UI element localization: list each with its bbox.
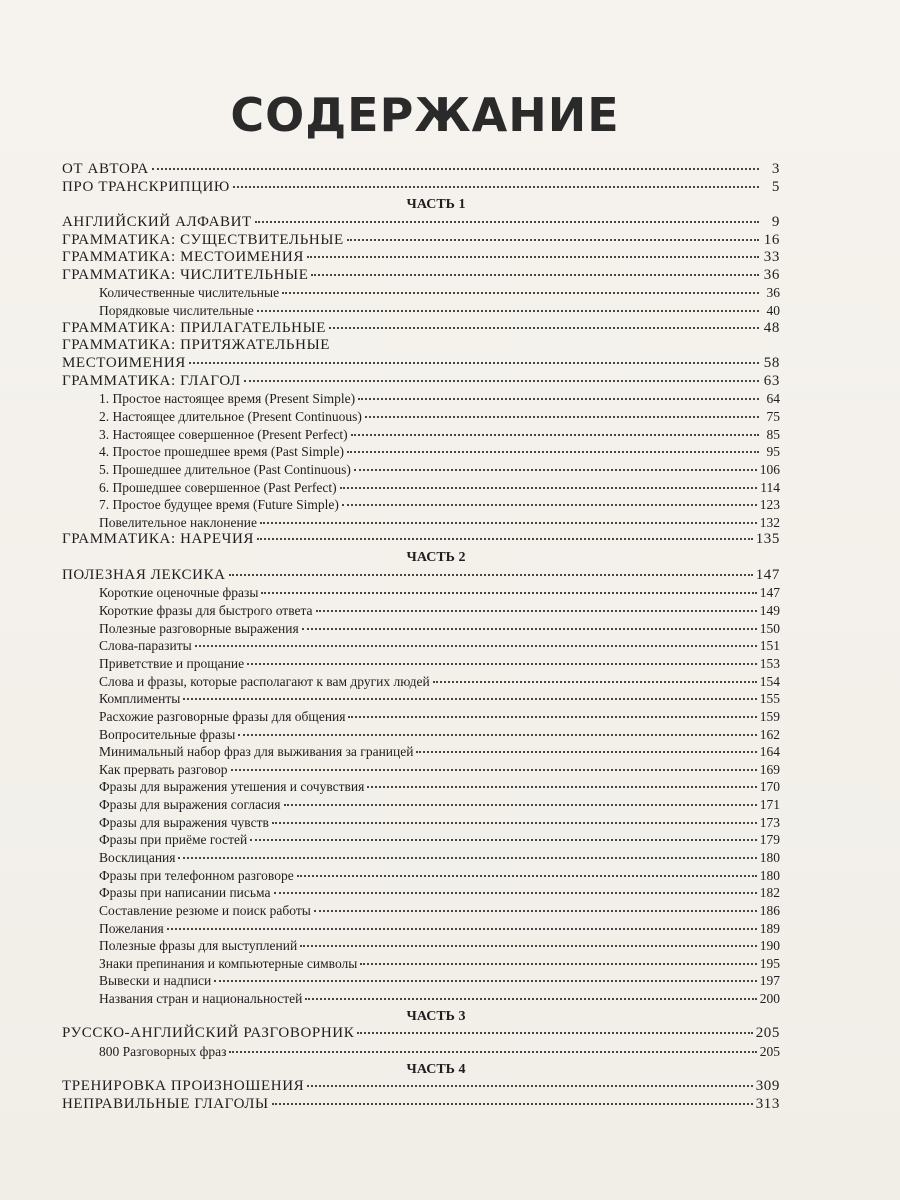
toc-subentry[interactable]: [62, 461, 780, 479]
dot-leader: [229, 571, 753, 576]
toc-subentry[interactable]: [62, 867, 780, 885]
toc-entry-line: [62, 337, 780, 355]
dot-leader: [307, 1082, 752, 1087]
toc-entry-title: Короткие фразы для быстрого ответа: [99, 603, 313, 619]
toc-subentry[interactable]: [62, 972, 780, 990]
toc-entry-title: ПОЛЕЗНАЯ ЛЕКСИКА: [62, 566, 226, 583]
toc-entry-title: Слова и фразы, которые располагают к вам других людей: [99, 673, 430, 689]
toc-entry-title: ГРАММАТИКА: СУЩЕСТВИТЕЛЬНЫЕ: [62, 231, 344, 248]
toc-subentry[interactable]: [62, 655, 780, 673]
toc-entry[interactable]: [62, 355, 780, 373]
dot-leader: [297, 872, 757, 877]
toc-subentry[interactable]: [62, 690, 780, 708]
toc-subentry[interactable]: [62, 920, 780, 938]
toc-subentry[interactable]: [62, 514, 780, 532]
toc-entry[interactable]: [62, 232, 780, 250]
dot-leader: [260, 519, 757, 524]
toc-subentry[interactable]: [62, 990, 780, 1008]
table-of-contents: [62, 161, 780, 1114]
toc-entry-title: Фразы при телефонном разговоре: [99, 867, 294, 883]
dot-leader: [433, 678, 757, 683]
toc-page-number: 135: [755, 531, 780, 548]
toc-entry-title: Вопросительные фразы: [99, 726, 236, 742]
toc-page-number: 155: [759, 691, 780, 707]
dot-leader: [307, 253, 759, 258]
toc-page-number: 189: [759, 920, 780, 936]
dot-leader: [274, 889, 757, 894]
dot-leader: [255, 218, 759, 223]
toc-subentry[interactable]: [62, 743, 780, 761]
toc-entry[interactable]: [62, 567, 780, 585]
toc-subentry[interactable]: [62, 937, 780, 955]
toc-entry-title: Пожелания: [99, 920, 164, 936]
dot-leader: [183, 695, 756, 700]
toc-entry[interactable]: [62, 214, 780, 232]
dot-leader: [351, 431, 759, 436]
toc-page-number: 190: [759, 938, 780, 954]
toc-subentry[interactable]: [62, 637, 780, 655]
toc-entry[interactable]: [62, 1078, 780, 1096]
toc-entry-title: Короткие оценочные фразы: [99, 585, 259, 601]
dot-leader: [261, 589, 756, 594]
part-heading-label: ЧАСТЬ 4: [406, 1061, 466, 1077]
toc-page-number: 63: [763, 372, 780, 389]
toc-page-number: 200: [759, 991, 780, 1007]
toc-entry-title: Полезные фразы для выступлений: [99, 938, 298, 954]
toc-entry-title: РУССКО-АНГЛИЙСКИЙ РАЗГОВОРНИК: [62, 1025, 355, 1042]
toc-entry-title: 3. Настоящее совершенное (Present Perfect): [99, 426, 348, 442]
toc-subentry[interactable]: [62, 708, 780, 726]
dot-leader: [247, 660, 757, 665]
dot-leader: [300, 942, 757, 947]
dot-leader: [284, 801, 757, 806]
dot-leader: [302, 625, 757, 630]
toc-page-number: 159: [759, 708, 780, 724]
dot-leader: [238, 731, 756, 736]
toc-page-number: 40: [766, 303, 780, 319]
page-title: СОДЕРЖАНИЕ: [230, 88, 620, 142]
toc-entry-title: Комплименты: [99, 691, 181, 707]
toc-entry[interactable]: [62, 320, 780, 338]
dot-leader: [329, 324, 759, 329]
dot-leader: [189, 359, 759, 364]
toc-page-number: 153: [759, 655, 780, 671]
toc-subentry[interactable]: [62, 831, 780, 849]
part-heading: [62, 196, 780, 214]
toc-page-number: 95: [766, 444, 780, 460]
toc-entry-title: ОТ АВТОРА: [62, 161, 149, 177]
toc-subentry[interactable]: [62, 284, 780, 302]
toc-subentry[interactable]: [62, 814, 780, 832]
toc-entry-title: Вывески и надписи: [99, 973, 212, 989]
toc-entry-title: Слова-паразиты: [99, 638, 192, 654]
toc-entry-title: 6. Прошедшее совершенное (Past Perfect): [99, 479, 337, 495]
dot-leader: [347, 448, 759, 453]
part-heading: [62, 1008, 780, 1026]
dot-leader: [314, 907, 757, 912]
toc-entry-title: Фразы для выражения согласия: [99, 797, 281, 813]
toc-page-number: 33: [763, 249, 780, 266]
toc-entry-title: ГРАММАТИКА: ПРИТЯЖАТЕЛЬНЫЕ: [62, 337, 331, 354]
dot-leader: [272, 1100, 753, 1105]
toc-entry[interactable]: [62, 1025, 780, 1043]
dot-leader: [244, 377, 759, 382]
toc-page-number: 36: [766, 285, 780, 301]
toc-entry-title: 1. Простое настоящее время (Present Simple): [99, 391, 356, 407]
toc-subentry[interactable]: [62, 584, 780, 602]
dot-leader: [257, 535, 753, 540]
toc-entry-title: 5. Прошедшее длительное (Past Continuous): [99, 461, 351, 477]
toc-page-number: 182: [759, 885, 780, 901]
toc-entry[interactable]: [62, 161, 780, 179]
part-heading: [62, 549, 780, 567]
toc-entry-title: Расхожие разговорные фразы для общения: [99, 708, 346, 724]
toc-entry-title: 4. Простое прошедшее время (Past Simple): [99, 444, 345, 460]
dot-leader: [214, 977, 757, 982]
toc-entry-title: Повелительное наклонение: [99, 514, 257, 530]
dot-leader: [231, 766, 757, 771]
toc-subentry[interactable]: [62, 1043, 780, 1061]
dot-leader: [229, 1048, 756, 1053]
toc-entry-title: ГРАММАТИКА: ГЛАГОЛ: [62, 372, 241, 389]
toc-entry-title: Знаки препинания и компьютерные символы: [99, 955, 358, 971]
toc-entry[interactable]: [62, 249, 780, 267]
toc-subentry[interactable]: [62, 955, 780, 973]
toc-entry-title: АНГЛИЙСКИЙ АЛФАВИТ: [62, 213, 252, 230]
toc-entry-title: Количественные числительные: [99, 285, 280, 301]
toc-page-number: 151: [759, 638, 780, 654]
dot-leader: [358, 395, 759, 400]
toc-entry-title: ГРАММАТИКА: ЧИСЛИТЕЛЬНЫЕ: [62, 266, 309, 283]
toc-page-number: 106: [759, 461, 780, 477]
toc-subentry[interactable]: [62, 426, 780, 444]
toc-subentry[interactable]: [62, 778, 780, 796]
toc-subentry[interactable]: [62, 602, 780, 620]
toc-page-number: 309: [755, 1078, 780, 1095]
toc-subentry[interactable]: [62, 902, 780, 920]
toc-page-number: 171: [759, 797, 780, 813]
dot-leader: [282, 289, 759, 294]
toc-entry-title: Фразы при написании письма: [99, 885, 271, 901]
toc-page-number: 195: [759, 955, 780, 971]
toc-entry-title: Минимальный набор фраз для выживания за границей: [99, 744, 414, 760]
toc-subentry[interactable]: [62, 302, 780, 320]
toc-subentry[interactable]: [62, 479, 780, 497]
toc-subentry[interactable]: [62, 390, 780, 408]
toc-subentry[interactable]: [62, 673, 780, 691]
toc-page-number: 123: [759, 497, 780, 513]
toc-entry-title: ГРАММАТИКА: ПРИЛАГАТЕЛЬНЫЕ: [62, 319, 327, 336]
toc-page-number: 170: [759, 779, 780, 795]
toc-entry-title: 2. Настоящее длительное (Present Continuous): [99, 408, 362, 424]
toc-entry[interactable]: [62, 373, 780, 391]
toc-subentry[interactable]: [62, 620, 780, 638]
dot-leader: [342, 501, 757, 506]
toc-entry-title: Полезные разговорные выражения: [99, 620, 299, 636]
toc-page-number: 154: [759, 673, 780, 689]
toc-entry-title: Составление резюме и поиск работы: [99, 902, 311, 918]
dot-leader: [360, 960, 756, 965]
dot-leader: [357, 1029, 752, 1034]
toc-page-number: 75: [766, 408, 780, 424]
toc-page-number: 162: [759, 726, 780, 742]
dot-leader: [250, 836, 756, 841]
toc-page-number: 149: [759, 603, 780, 619]
toc-page-number: 164: [759, 744, 780, 760]
dot-leader: [354, 466, 757, 471]
toc-entry-title: Названия стран и национальностей: [99, 991, 303, 1007]
toc-subentry[interactable]: [62, 849, 780, 867]
toc-page-number: 48: [763, 319, 780, 336]
toc-entry-title: Фразы для выражения утешения и сочувствия: [99, 779, 365, 795]
toc-page-number: 150: [759, 620, 780, 636]
toc-entry-title: ГРАММАТИКА: МЕСТОИМЕНИЯ: [62, 249, 304, 266]
toc-entry-title: МЕСТОИМЕНИЯ: [62, 355, 186, 372]
dot-leader: [347, 236, 759, 241]
dot-leader: [305, 995, 756, 1000]
toc-entry[interactable]: [62, 179, 780, 197]
part-heading: [62, 1061, 780, 1079]
toc-entry-title: 7. Простое будущее время (Future Simple): [99, 497, 339, 513]
part-heading-label: ЧАСТЬ 2: [406, 550, 466, 566]
toc-entry-title: НЕПРАВИЛЬНЫЕ ГЛАГОЛЫ: [62, 1095, 269, 1112]
toc-page-number: 173: [759, 814, 780, 830]
toc-entry-title: Порядковые числительные: [99, 303, 254, 319]
toc-page-number: 36: [763, 266, 780, 283]
toc-page-number: 5: [771, 178, 780, 195]
toc-entry[interactable]: [62, 531, 780, 549]
toc-entry-title: Фразы при приёме гостей: [99, 832, 248, 848]
toc-subentry[interactable]: [62, 408, 780, 426]
dot-leader: [178, 854, 756, 859]
toc-page-number: 85: [766, 426, 780, 442]
toc-page-number: 180: [759, 867, 780, 883]
dot-leader: [311, 271, 759, 276]
toc-entry-title: ПРО ТРАНСКРИПЦИЮ: [62, 178, 230, 195]
dot-leader: [195, 642, 757, 647]
toc-page-number: 169: [759, 761, 780, 777]
toc-page-number: 186: [759, 902, 780, 918]
toc-entry-title: ТРЕНИРОВКА ПРОИЗНОШЕНИЯ: [62, 1078, 305, 1095]
toc-page-number: 64: [766, 391, 780, 407]
toc-entry-title: ГРАММАТИКА: НАРЕЧИЯ: [62, 531, 255, 548]
toc-subentry[interactable]: [62, 726, 780, 744]
part-heading-label: ЧАСТЬ 1: [406, 197, 466, 213]
toc-page-number: 147: [755, 566, 780, 583]
toc-page-number: 16: [763, 231, 780, 248]
toc-page-number: 180: [759, 849, 780, 865]
dot-leader: [340, 484, 758, 489]
dot-leader: [257, 307, 759, 312]
toc-subentry[interactable]: [62, 884, 780, 902]
toc-page-number: 313: [755, 1095, 780, 1112]
toc-subentry[interactable]: [62, 496, 780, 514]
dot-leader: [365, 413, 759, 418]
toc-entry[interactable]: [62, 1096, 780, 1114]
dot-leader: [316, 607, 757, 612]
toc-page-number: 205: [755, 1025, 780, 1042]
toc-page-number: 9: [771, 213, 780, 230]
toc-entry[interactable]: [62, 267, 780, 285]
toc-page-number: 132: [759, 514, 780, 530]
toc-page-number: 58: [763, 355, 780, 372]
toc-page-number: 179: [759, 832, 780, 848]
toc-entry-title: Восклицания: [99, 849, 176, 865]
dot-leader: [152, 165, 759, 170]
toc-subentry[interactable]: [62, 796, 780, 814]
part-heading-label: ЧАСТЬ 3: [406, 1008, 466, 1024]
toc-page-number: 3: [771, 161, 780, 177]
toc-page-number: 114: [760, 479, 780, 495]
dot-leader: [367, 783, 756, 788]
toc-page-number: 197: [759, 973, 780, 989]
toc-page-number: 147: [759, 585, 780, 601]
toc-entry-title: Фразы для выражения чувств: [99, 814, 269, 830]
dot-leader: [348, 713, 756, 718]
toc-subentry[interactable]: [62, 443, 780, 461]
dot-leader: [272, 819, 757, 824]
toc-subentry[interactable]: [62, 761, 780, 779]
dot-leader: [416, 748, 756, 753]
toc-entry-title: Как прервать разговор: [99, 761, 228, 777]
dot-leader: [167, 925, 757, 930]
toc-page-number: 205: [759, 1044, 780, 1060]
toc-entry-title: 800 Разговорных фраз: [99, 1044, 227, 1060]
dot-leader: [233, 183, 759, 188]
toc-entry-title: Приветствие и прощание: [99, 655, 245, 671]
